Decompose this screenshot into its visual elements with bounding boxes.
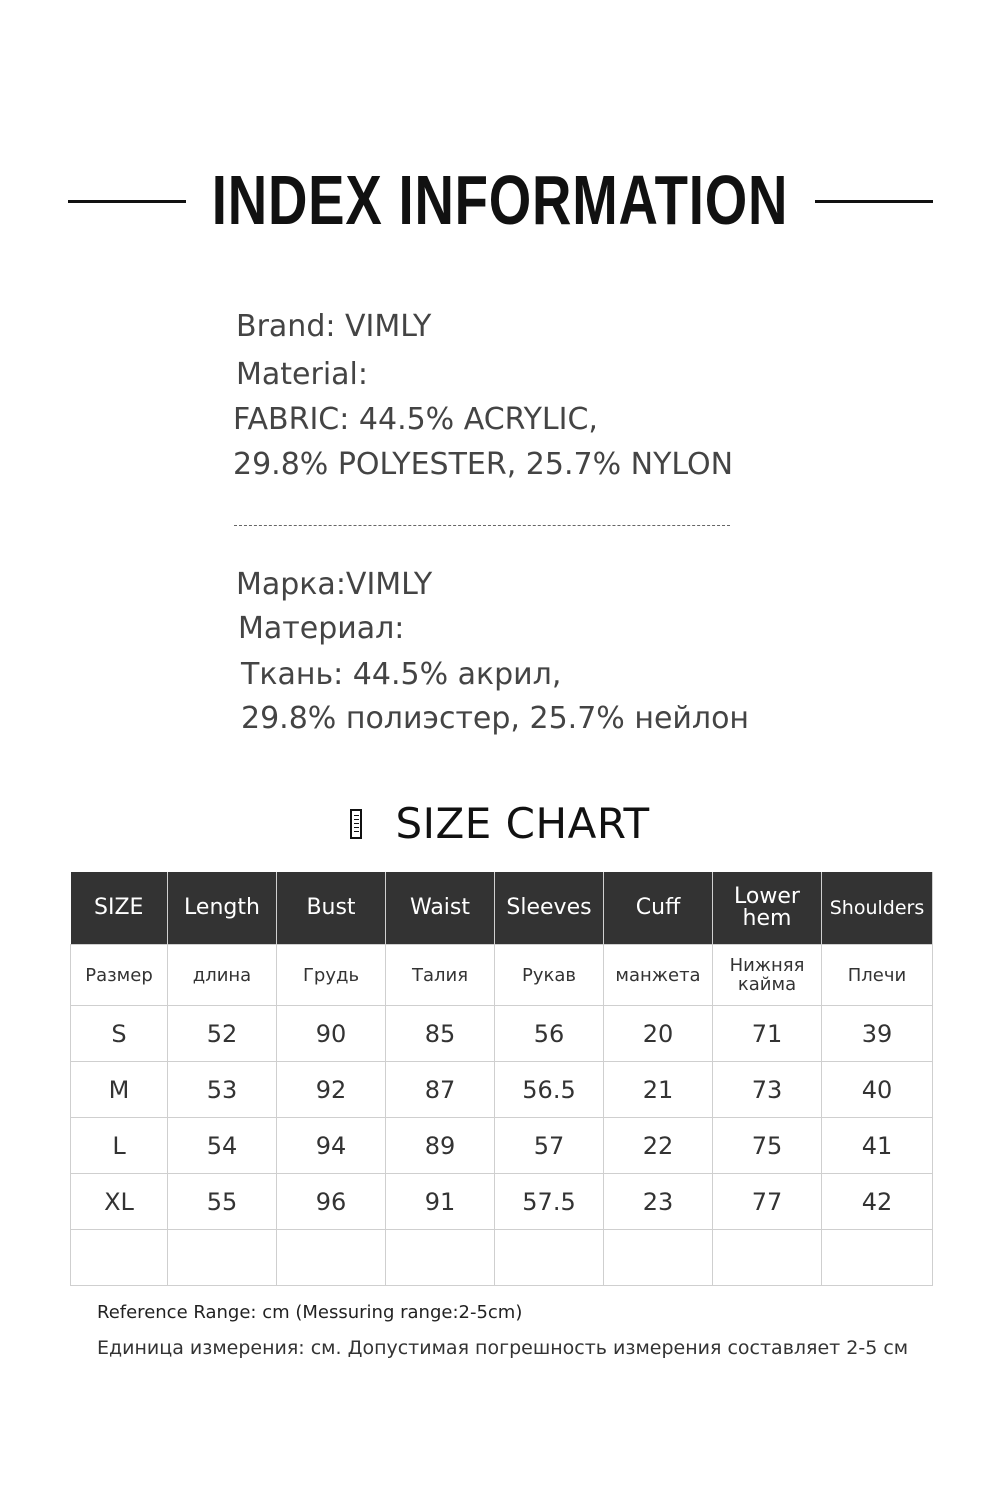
table-header-cell: Lower hem (713, 872, 822, 945)
table-cell-empty (277, 1230, 386, 1286)
table-cell: 53 (168, 1062, 277, 1118)
table-cell: 91 (386, 1174, 495, 1230)
table-cell: 57.5 (495, 1174, 604, 1230)
table-cell: 89 (386, 1118, 495, 1174)
table-header-ru-cell: Рукав (495, 945, 604, 1006)
table-cell: 57 (495, 1118, 604, 1174)
table-row (71, 1118, 933, 1174)
size-table (70, 872, 933, 1286)
table-header-ru-cell: Грудь (277, 945, 386, 1006)
material-en-label: Material: (236, 357, 368, 392)
table-header-cell: Shoulders (822, 872, 933, 945)
table-cell-empty (604, 1230, 713, 1286)
table-header-ru-row (71, 945, 933, 1006)
fabric-en-line2: 29.8% POLYESTER, 25.7% NYLON (233, 447, 734, 482)
table-cell: XL (71, 1174, 168, 1230)
table-cell: 21 (604, 1062, 713, 1118)
table-header-ru-cell: Талия (386, 945, 495, 1006)
table-cell-empty (168, 1230, 277, 1286)
table-cell-empty (386, 1230, 495, 1286)
table-cell: 73 (713, 1062, 822, 1118)
table-header-ru-cell: Плечи (822, 945, 933, 1006)
table-header-row (71, 872, 933, 945)
size-chart-title: SIZE CHART (395, 799, 650, 848)
brand-en: Brand: VIMLY (236, 309, 432, 344)
reference-note: Reference Range: cm (Messuring range:2-5cm) (97, 1302, 523, 1323)
size-chart-heading (0, 800, 1000, 848)
table-cell: 77 (713, 1174, 822, 1230)
table-cell-empty (71, 1230, 168, 1286)
table-cell: 22 (604, 1118, 713, 1174)
fabric-en-line1: FABRIC: 44.5% ACRYLIC, (233, 402, 598, 437)
table-row-empty (71, 1230, 933, 1286)
dashed-divider (234, 525, 730, 526)
table-cell: L (71, 1118, 168, 1174)
size-table-wrap (70, 872, 932, 1286)
table-cell: 40 (822, 1062, 933, 1118)
table-header-cell: Sleeves (495, 872, 604, 945)
table-header-cell: SIZE (71, 872, 168, 945)
table-header-cell: Bust (277, 872, 386, 945)
brand-ru: Марка:VIMLY (236, 567, 433, 602)
table-row (71, 1006, 933, 1062)
table-header-cell: Cuff (604, 872, 713, 945)
table-cell: S (71, 1006, 168, 1062)
table-cell-empty (713, 1230, 822, 1286)
table-cell: 39 (822, 1006, 933, 1062)
table-header-ru-cell: длина (168, 945, 277, 1006)
table-cell: 54 (168, 1118, 277, 1174)
fabric-ru-line1: Ткань: 44.5% акрил, (241, 657, 562, 692)
table-cell: 23 (604, 1174, 713, 1230)
table-cell: 96 (277, 1174, 386, 1230)
table-header-cell: Waist (386, 872, 495, 945)
page-title: INDEX INFORMATION (211, 161, 789, 239)
table-cell: 94 (277, 1118, 386, 1174)
hero-right-rule (815, 200, 933, 203)
table-cell: 42 (822, 1174, 933, 1230)
table-header-cell: Length (168, 872, 277, 945)
table-cell: 56 (495, 1006, 604, 1062)
table-header-ru-cell: Размер (71, 945, 168, 1006)
table-cell: 52 (168, 1006, 277, 1062)
ruler-icon (350, 809, 362, 839)
table-cell-empty (822, 1230, 933, 1286)
table-cell: 92 (277, 1062, 386, 1118)
material-ru-label: Материал: (238, 611, 405, 646)
table-cell: 41 (822, 1118, 933, 1174)
table-cell: M (71, 1062, 168, 1118)
table-row (71, 1062, 933, 1118)
table-cell: 90 (277, 1006, 386, 1062)
fabric-ru-line2: 29.8% полиэстер, 25.7% нейлон (241, 701, 750, 736)
table-cell-empty (495, 1230, 604, 1286)
table-cell: 55 (168, 1174, 277, 1230)
table-header-ru-cell: манжета (604, 945, 713, 1006)
table-cell: 56.5 (495, 1062, 604, 1118)
table-cell: 20 (604, 1006, 713, 1062)
reference-note-ru: Единица измерения: см. Допустимая погрешность измерения составляет 2-5 см (97, 1337, 909, 1359)
table-cell: 87 (386, 1062, 495, 1118)
table-cell: 75 (713, 1118, 822, 1174)
table-header-ru-cell: Нижняя кайма (713, 945, 822, 1006)
table-cell: 85 (386, 1006, 495, 1062)
table-cell: 71 (713, 1006, 822, 1062)
table-row (71, 1174, 933, 1230)
